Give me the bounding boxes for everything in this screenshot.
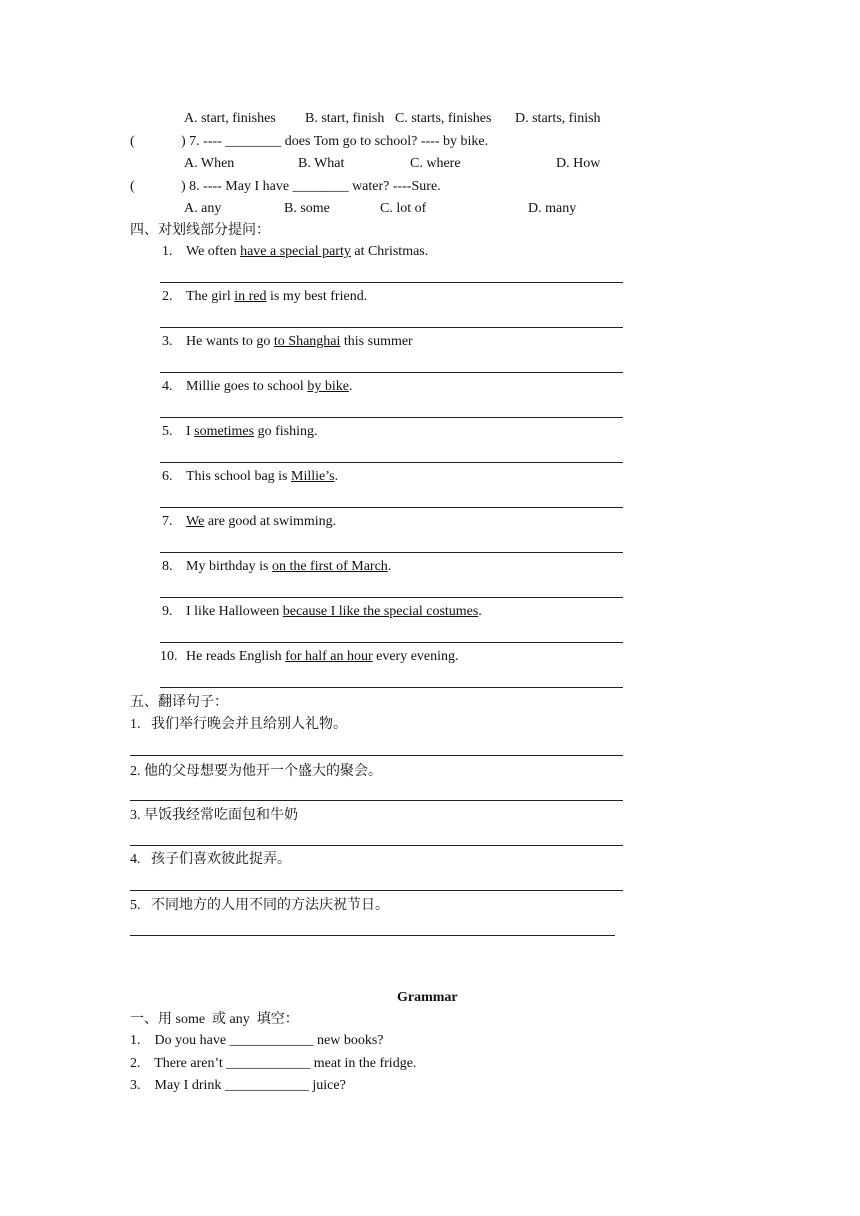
question-number: 8. (162, 559, 173, 574)
question-number: 9. (162, 604, 173, 619)
answer-line[interactable] (160, 282, 623, 283)
underlined-part: to Shanghai (273, 334, 341, 349)
question-sentence (186, 558, 391, 576)
answer-line[interactable] (160, 507, 623, 508)
sentence-text: He reads English (186, 649, 286, 664)
translate-item-3: 3. 早饭我经常吃面包和牛奶 (130, 808, 298, 823)
answer-line[interactable] (160, 327, 623, 328)
sentence-text: He wants to go (186, 334, 274, 349)
q7-question: ) 7. ---- ________ does Tom go to school? ---- by bike. (181, 134, 489, 149)
sentence-text: . (478, 604, 482, 619)
underlined-part: in red (234, 289, 267, 304)
sentence-text: This school bag is (186, 469, 291, 484)
q8-question: ) 8. ---- May I have ________ water? ----Sure. (181, 179, 441, 194)
question-number: 10. (160, 649, 178, 664)
question-number: 6. (162, 469, 173, 484)
answer-line[interactable] (160, 417, 623, 418)
question-number: 1. (162, 244, 173, 259)
q6-option-a: A. start, finishes (184, 111, 276, 126)
q6-option-b: B. start, finish (305, 111, 385, 126)
answer-line[interactable] (160, 642, 623, 643)
q7-option-c: C. where (410, 156, 461, 171)
sentence-text: . (387, 559, 392, 574)
answer-line[interactable] (160, 597, 623, 598)
q6-option-d: D. starts, finish (515, 111, 601, 126)
grammar-item-1: 1. Do you have ____________ new books? (130, 1033, 384, 1048)
underlined-part: have a special party (240, 244, 351, 259)
grammar-item-3: 3. May I drink ____________ juice? (130, 1078, 346, 1093)
q7-paren: ( (130, 134, 135, 149)
grammar-heading: 一、用 some 或 any 填空： (130, 1012, 299, 1027)
sentence-text: go fishing. (254, 424, 318, 439)
sentence-text: at Christmas. (350, 244, 429, 259)
sentence-text: We often (186, 244, 241, 259)
question-sentence (186, 603, 482, 621)
underlined-part: by bike (307, 379, 349, 394)
question-sentence (186, 513, 336, 531)
underlined-part: on the first of March (271, 559, 388, 574)
question-sentence (186, 243, 428, 261)
sentence-text: I (186, 424, 195, 439)
answer-line[interactable] (130, 935, 615, 936)
underlined-part: for half an hour (285, 649, 373, 664)
answer-line[interactable] (160, 552, 623, 553)
q7-option-a: A. When (184, 156, 235, 171)
question-sentence (186, 333, 413, 351)
answer-line[interactable] (160, 462, 623, 463)
q7-option-d: D. How (556, 156, 601, 171)
translate-item-5: 5. 不同地方的人用不同的方法庆祝节日。 (130, 898, 389, 913)
section5-heading: 五、翻译句子： (130, 695, 228, 710)
translate-item-2: 2. 他的父母想要为他开一个盛大的聚会。 (130, 764, 382, 779)
underlined-part: We (186, 514, 205, 529)
sentence-text: is my best friend. (266, 289, 368, 304)
underlined-part: sometimes (194, 424, 255, 439)
q7-option-b: B. What (298, 156, 345, 171)
sentence-text: . (334, 469, 339, 484)
sentence-text: every evening. (372, 649, 459, 664)
question-number: 7. (162, 514, 173, 529)
question-number: 5. (162, 424, 173, 439)
answer-line[interactable] (160, 687, 623, 688)
q8-option-a: A. any (184, 201, 222, 216)
q8-option-b: B. some (284, 201, 330, 216)
q8-paren: ( (130, 179, 135, 194)
sentence-text: I like Halloween (186, 604, 283, 619)
question-number: 2. (162, 289, 173, 304)
sentence-text: The girl (186, 289, 235, 304)
answer-line[interactable] (130, 845, 623, 846)
answer-line[interactable] (130, 890, 623, 891)
question-number: 4. (162, 379, 173, 394)
q6-option-c: C. starts, finishes (395, 111, 492, 126)
grammar-item-2: 2. There aren’t ____________ meat in the fridge. (130, 1056, 417, 1071)
question-sentence (186, 648, 459, 666)
sentence-text: are good at swimming. (204, 514, 337, 529)
question-sentence (186, 468, 338, 486)
answer-line[interactable] (160, 372, 623, 373)
answer-line[interactable] (130, 755, 623, 756)
sentence-text: My birthday is (186, 559, 272, 574)
underlined-part: because I like the special costumes (282, 604, 479, 619)
question-sentence (186, 423, 317, 441)
underlined-part: Millie’s (291, 469, 335, 484)
sentence-text: this summer (340, 334, 413, 349)
section4-heading: 四、对划线部分提问： (130, 223, 270, 238)
grammar-title: Grammar (397, 990, 458, 1005)
sentence-text: . (348, 379, 353, 394)
translate-item-1: 1. 我们举行晚会并且给别人礼物。 (130, 717, 347, 732)
question-sentence (186, 378, 352, 396)
answer-line[interactable] (130, 800, 623, 801)
question-number: 3. (162, 334, 173, 349)
question-sentence (186, 288, 367, 306)
sentence-text: Millie goes to school (186, 379, 308, 394)
q8-option-c: C. lot of (380, 201, 427, 216)
translate-item-4: 4. 孩子们喜欢彼此捉弄。 (130, 852, 291, 867)
q8-option-d: D. many (528, 201, 577, 216)
